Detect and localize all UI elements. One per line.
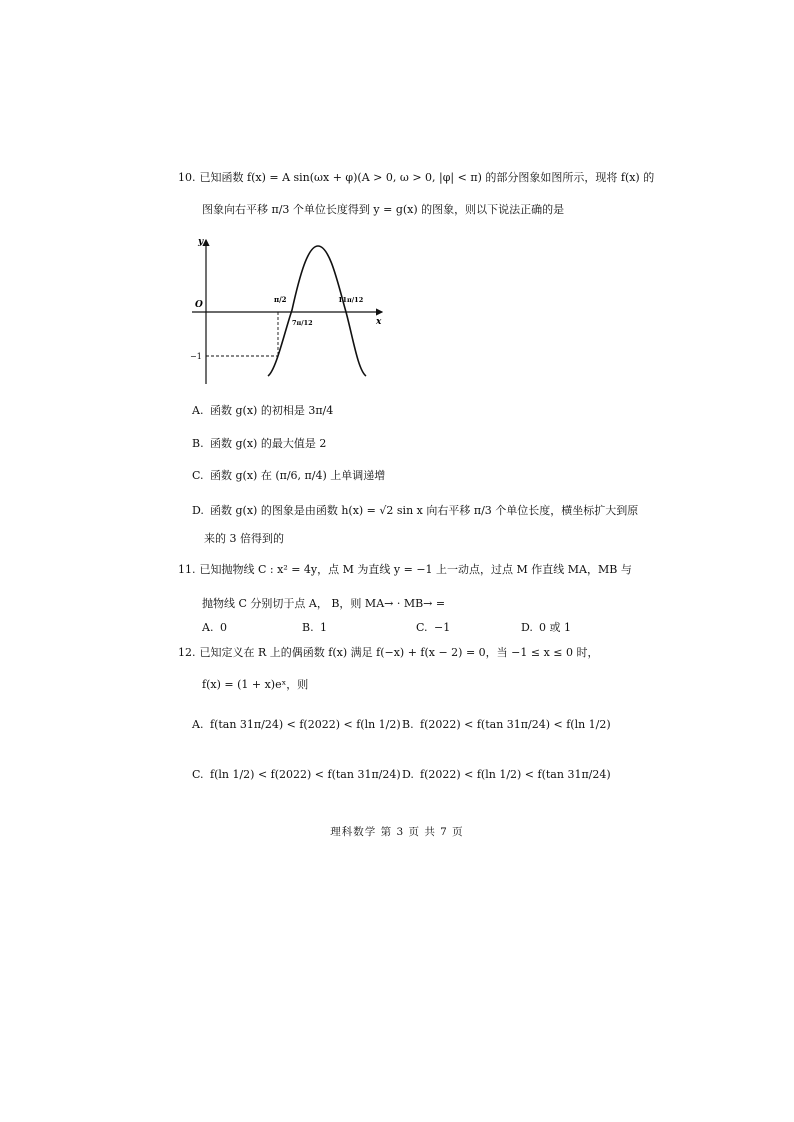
q11-option-d[interactable]: D. 0 或 1	[521, 621, 571, 634]
tick-neg1: −1	[190, 352, 202, 361]
tick-7pi-over-12: 7π/12	[292, 319, 313, 327]
sine-curve	[268, 246, 366, 376]
q11-line2: 抛物线 C 分别切于点 A， B，则 MA→ · MB→ =	[202, 597, 446, 610]
q11-option-c[interactable]: C. −1	[416, 621, 451, 634]
q12-option-b[interactable]: B. f(2022) < f(tan 31π/24) < f(ln 1/2)	[402, 718, 611, 731]
origin-label: O	[195, 300, 203, 310]
q12-line1: 12. 已知定义在 R 上的偶函数 f(x) 满足 f(−x) + f(x − 2) = 0，当 −1 ≤ x ≤ 0 时，	[178, 646, 599, 659]
y-axis-label: y	[198, 237, 204, 247]
q10-option-c[interactable]: C. 函数 g(x) 在 (π/6, π/4) 上单调递增	[192, 469, 386, 482]
tick-11pi-over-12: 11π/12	[338, 296, 364, 304]
q10-line1	[178, 170, 654, 186]
q11-option-b[interactable]: B. 1	[302, 621, 327, 634]
q12-option-d[interactable]: D. f(2022) < f(ln 1/2) < f(tan 31π/24)	[402, 768, 611, 781]
q12-line2: f(x) = (1 + x)eˣ，则	[202, 678, 309, 691]
q10-number: 10.	[178, 171, 196, 184]
q10-option-d-continued: 来的 3 倍得到的	[204, 532, 284, 545]
x-axis-label: x	[376, 317, 382, 327]
q11-option-a[interactable]: A. 0	[202, 621, 227, 634]
q12-number: 12.	[178, 646, 196, 659]
q10-line2: 图象向右平移 π/3 个单位长度得到 y = g(x) 的图象，则以下说法正确的是	[202, 203, 565, 216]
q11-number: 11.	[178, 563, 196, 576]
q11-line1: 11. 已知抛物线 C : x² = 4y，点 M 为直线 y = −1 上一动点，过点 M 作直线 MA，MB 与	[178, 563, 632, 576]
q10-option-a[interactable]: A. 函数 g(x) 的初相是 3π/4	[192, 404, 334, 417]
q10-option-b[interactable]: B. 函数 g(x) 的最大值是 2	[192, 437, 327, 450]
q10-stem-1: 已知函数 f(x) = A sin(ωx + φ)(A > 0, ω > 0, |φ| < π) 的部分图象如图所示，现将 f(x) 的	[199, 171, 655, 184]
q12-option-c[interactable]: C. f(ln 1/2) < f(2022) < f(tan 31π/24)	[192, 768, 401, 781]
sine-graph	[188, 234, 388, 386]
q12-option-a[interactable]: A. f(tan 31π/24) < f(2022) < f(ln 1/2)	[192, 718, 401, 731]
tick-pi-over-2: π/2	[274, 295, 287, 304]
q10-option-d[interactable]: D. 函数 g(x) 的图象是由函数 h(x) = √2 sin x 向右平移 π/3 个单位长度，横坐标扩大到原	[192, 504, 639, 517]
page-footer: 理科数学 第 3 页 共 7 页	[330, 826, 464, 838]
